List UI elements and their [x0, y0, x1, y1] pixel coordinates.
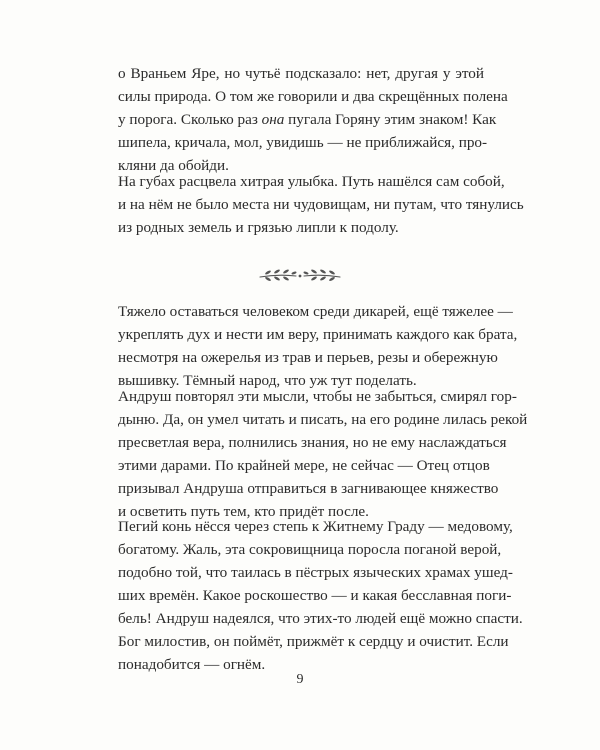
text-line: этими дарами. По крайней мере, не сейчас — Отец отцов — [118, 457, 490, 474]
paragraph — [118, 385, 528, 523]
text-line: несмотря на ожерелья из трав и перьев, резы и обережную — [118, 349, 498, 366]
text-line: из родных земель и грязью липли к подолу. — [118, 219, 399, 236]
text-line: Тяжело оставаться человеком среди дикарей, ещё тяжелее — — [118, 303, 513, 320]
text-line: шипела, кричала, мол, увидишь — не приближайся, про- — [118, 134, 488, 151]
text-line: ших времён. Какое роскошество — и какая бесславная поги- — [118, 587, 512, 604]
text-line: укреплять дух и нести им веру, принимать каждого как брата, — [118, 326, 518, 343]
text-line: пресветлая вера, полнились знания, но не ему наслаждаться — [118, 434, 507, 451]
page-number: 9 — [296, 672, 304, 687]
paragraph — [118, 515, 523, 676]
text-line: призывал Андруша отправиться в загнивающее княжество — [118, 480, 499, 497]
paragraph — [118, 62, 508, 177]
text-line: и на нём не было места ни чудовищам, ни путам, что тянулись — [118, 196, 524, 213]
text-line: Андруш повторял эти мысли, чтобы не забыться, смирял гор- — [118, 388, 517, 405]
text-line: подобно той, что таилась в пёстрых языческих храмах ушед- — [118, 564, 513, 581]
leaf-branch-icon — [256, 266, 344, 286]
text-line: вышивку. Тёмный народ, что уж тут поделать. — [118, 372, 417, 389]
text-line: силы природа. О том же говорили и два скрещённых полена — [118, 88, 508, 105]
paragraph — [118, 170, 524, 239]
text-line: дыню. Да, он умел читать и писать, на его родине лилась рекой — [118, 411, 528, 428]
text-line: На губах расцвела хитрая улыбка. Путь нашёлся сам собой, — [118, 173, 505, 190]
text-line: понадобится — огнём. — [118, 656, 266, 673]
text-line: и осветить путь тем, кто придёт после. — [118, 503, 369, 520]
text-line: у порога. Сколько раз она пугала Горяну этим знаком! Как — [118, 111, 497, 128]
paragraph — [118, 300, 518, 392]
text-line: Бог милостив, он поймёт, прижмёт к сердцу и очистит. Если — [118, 633, 509, 650]
text-line: кляни да обойди. — [118, 157, 229, 174]
text-line: бель! Андруш надеялся, что этих-то людей ещё можно спасти. — [118, 610, 523, 627]
text-line: богатому. Жаль, эта сокровищница поросла поганой верой, — [118, 541, 502, 558]
text-line: Пегий конь нёсся через степь к Житнему Граду — медовому, — [118, 518, 513, 535]
text-line: о Враньем Яре, но чутьё подсказало: нет, другая у этой — [118, 65, 484, 82]
